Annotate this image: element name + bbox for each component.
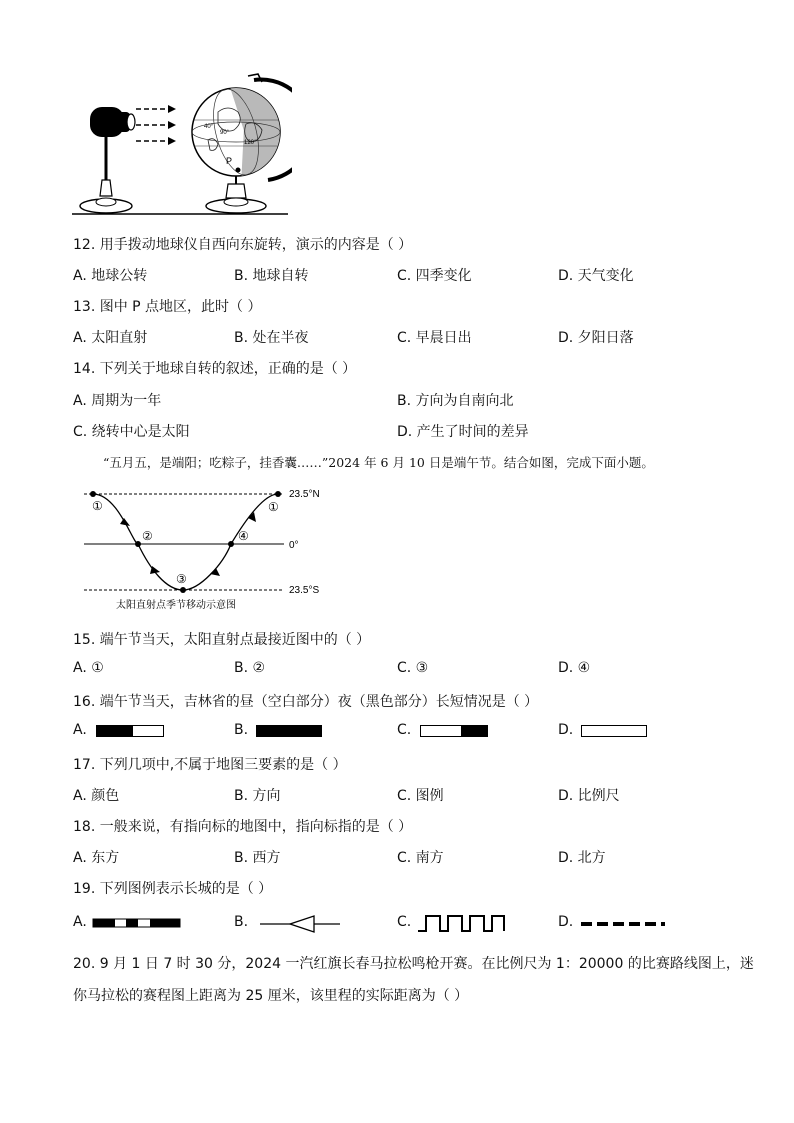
q19-option-b-symbol[interactable] <box>258 914 342 934</box>
q17-option-b[interactable]: B. 方向 <box>234 788 281 804</box>
question-15-stem: 15. 端午节当天，太阳直射点最接近图中的（ ） <box>73 632 371 648</box>
q16-option-a-bar[interactable] <box>96 725 164 737</box>
q16-option-b-bar[interactable] <box>256 725 322 737</box>
subsolar-point-diagram <box>78 484 338 614</box>
q16-option-b[interactable]: B. <box>234 722 249 738</box>
question-14-stem: 14. 下列关于地球自转的叙述，正确的是（ ） <box>73 361 357 377</box>
q19-option-d[interactable]: D. <box>558 914 574 930</box>
q14-option-b[interactable]: B. 方向为自南向北 <box>397 393 514 409</box>
q15-option-b[interactable]: B. ② <box>234 660 266 676</box>
lat-label-equator: 0° <box>289 540 299 551</box>
curve-arrow <box>210 568 220 576</box>
question-12-stem: 12. 用手拨动地球仪自西向东旋转，演示的内容是（ ） <box>73 237 413 253</box>
fan-globe-figure <box>68 72 292 218</box>
q13-option-c[interactable]: C. 早晨日出 <box>397 330 472 346</box>
q14-option-a[interactable]: A. 周期为一年 <box>73 393 162 409</box>
point-4-label: ④ <box>238 529 249 543</box>
globe-label-90: 90° <box>220 130 230 136</box>
question-18-stem: 18. 一般来说，有指向标的地图中，指向标指的是（ ） <box>73 819 413 835</box>
q15-option-a[interactable]: A. ① <box>73 660 104 676</box>
point-1-right-label: ① <box>268 500 279 514</box>
q17-option-a[interactable]: A. 颜色 <box>73 788 120 804</box>
q17-option-d[interactable]: D. 比例尺 <box>558 788 620 804</box>
q19-option-a-symbol[interactable] <box>92 917 182 929</box>
question-20-line-2: 你马拉松的赛程图上距离为 25 厘米，该里程的实际距离为（ ） <box>73 988 469 1004</box>
globe-label-p: P <box>226 156 233 166</box>
q15-option-d[interactable]: D. ④ <box>558 660 591 676</box>
globe-icon <box>192 72 292 213</box>
point-1-label: ① <box>92 499 103 513</box>
q15-option-c[interactable]: C. ③ <box>397 660 429 676</box>
q17-option-c[interactable]: C. 图例 <box>397 788 444 804</box>
q18-option-a[interactable]: A. 东方 <box>73 850 120 866</box>
q14-option-d[interactable]: D. 产生了时间的差异 <box>397 424 529 440</box>
q16-option-d[interactable]: D. <box>558 722 574 738</box>
lat-label-north: 23.5°N <box>289 489 320 500</box>
q18-option-c[interactable]: C. 南方 <box>397 850 444 866</box>
point-1-right-marker <box>275 491 281 497</box>
q19-option-c-symbol[interactable] <box>416 913 506 933</box>
point-2-marker <box>135 541 141 547</box>
point-1-marker <box>90 491 96 497</box>
question-16-stem: 16. 端午节当天，吉林省的昼（空白部分）夜（黑色部分）长短情况是（ ） <box>73 694 539 710</box>
point-4-marker <box>228 541 234 547</box>
q19-option-c[interactable]: C. <box>397 914 412 930</box>
q12-option-c[interactable]: C. 四季变化 <box>397 268 472 284</box>
point-3-marker <box>180 587 186 593</box>
q12-option-d[interactable]: D. 天气变化 <box>558 268 634 284</box>
q19-option-a[interactable]: A. <box>73 914 87 930</box>
q18-option-b[interactable]: B. 西方 <box>234 850 281 866</box>
question-13-stem: 13. 图中 P 点地区，此时（ ） <box>73 299 262 315</box>
q13-option-a[interactable]: A. 太阳直射 <box>73 330 148 346</box>
globe-label-40: 40° <box>204 124 214 130</box>
q18-option-d[interactable]: D. 北方 <box>558 850 606 866</box>
wind-arrows <box>136 105 176 145</box>
q13-option-b[interactable]: B. 处在半夜 <box>234 330 309 346</box>
q16-option-c[interactable]: C. <box>397 722 412 738</box>
q19-option-d-symbol[interactable] <box>580 919 666 929</box>
q16-option-c-bar[interactable] <box>420 725 488 737</box>
q12-option-b[interactable]: B. 地球自转 <box>234 268 309 284</box>
q13-option-d[interactable]: D. 夕阳日落 <box>558 330 634 346</box>
diagram-caption: 太阳直射点季节移动示意图 <box>116 600 236 611</box>
lat-label-south: 23.5°S <box>289 585 320 596</box>
fan-icon <box>80 107 135 213</box>
question-17-stem: 17. 下列几项中,不属于地图三要素的是（ ） <box>73 757 347 773</box>
question-19-stem: 19. 下列图例表示长城的是（ ） <box>73 881 273 897</box>
point-3-label: ③ <box>176 572 187 586</box>
q12-option-a[interactable]: A. 地球公转 <box>73 268 148 284</box>
q14-option-c[interactable]: C. 绕转中心是太阳 <box>73 424 190 440</box>
globe-label-120: 120° <box>244 140 257 146</box>
q16-option-a[interactable]: A. <box>73 722 87 738</box>
dragon-boat-passage: “五月五，是端阳；吃粽子，挂香囊……”2024 年 6 月 10 日是端午节。结合如图，完成下面小题。 <box>103 455 654 470</box>
q16-option-d-bar[interactable] <box>581 725 647 737</box>
q19-option-b[interactable]: B. <box>234 914 249 930</box>
point-2-label: ② <box>142 529 153 543</box>
curve-arrow <box>120 518 130 526</box>
question-20-line-1: 20. 9 月 1 日 7 时 30 分，2024 一汽红旗长春马拉松鸣枪开赛。在比例尺为 1：20000 的比赛路线图上，迷 <box>73 956 754 972</box>
